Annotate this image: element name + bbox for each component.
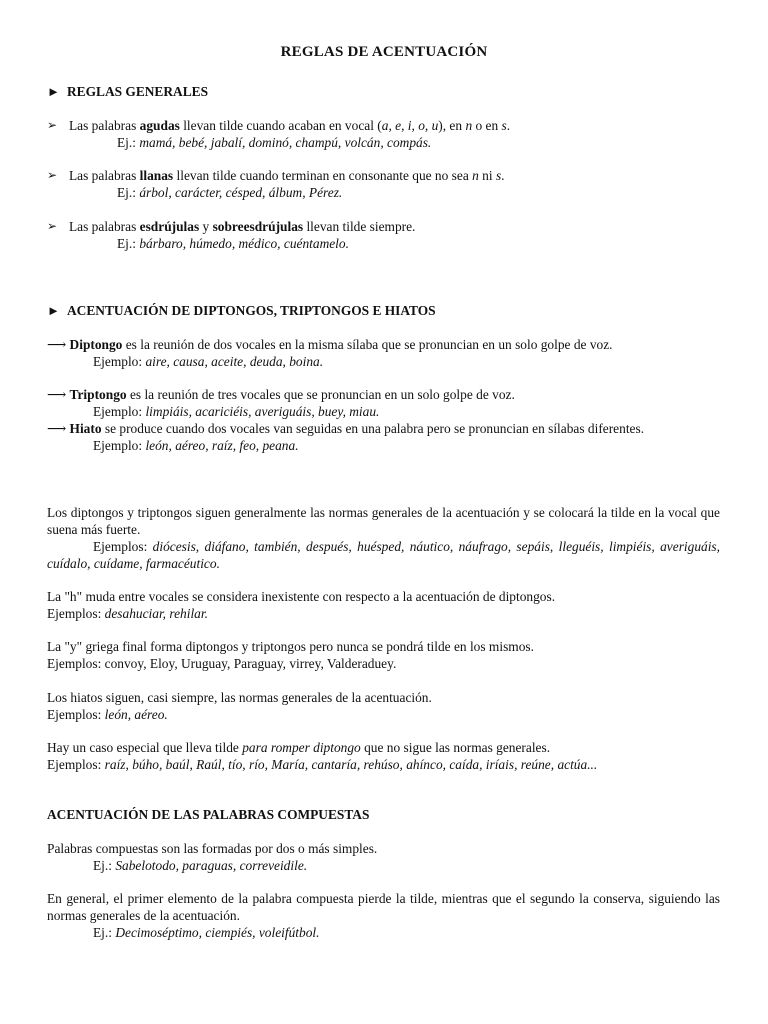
definition-triptongo xyxy=(47,386,720,420)
definition-example: Ejemplo: limpiáis, acariciéis, averiguáis, buey, miau. xyxy=(93,404,380,419)
paragraph-text: Los diptongos y triptongos siguen generalmente las normas generales de la acentuación y se colocará la tilde en la vocal que suena más fuerte. xyxy=(47,505,720,537)
rule-esdrujulas xyxy=(47,218,720,252)
arrowhead-bullet-icon: ➢ xyxy=(47,168,58,182)
rule-example: Ej.: bárbaro, húmedo, médico, cuéntamelo. xyxy=(117,236,349,251)
definition-text: ⟶ Triptongo es la reunión de tres vocales que se pronuncian en un solo golpe de voz. xyxy=(47,387,515,402)
rule-agudas xyxy=(47,117,720,151)
rule-llanas xyxy=(47,167,720,201)
paragraph-text: La "y" griega final forma diptongos y triptongos pero nunca se pondrá tilde en los mismos. xyxy=(47,639,534,654)
triangle-bullet-icon: ► xyxy=(47,303,60,318)
triangle-bullet-icon: ► xyxy=(47,84,60,99)
paragraph-text: Hay un caso especial que lleva tilde para romper diptongo que no sigue las normas generales. xyxy=(47,740,551,755)
paragraph-example: Ejemplos: convoy, Eloy, Uruguay, Paraguay, virrey, Valderaduey. xyxy=(47,656,397,671)
paragraph-example: Ej.: Decimoséptimo, ciempiés, voleifútbol. xyxy=(93,925,320,940)
definition-text: ⟶ Hiato se produce cuando dos vocales van seguidas en una palabra pero se pronuncian en sílabas diferentes. xyxy=(47,421,645,436)
rule-text: Las palabras agudas llevan tilde cuando acaban en vocal (a, e, i, o, u), en n o en s. xyxy=(69,118,511,133)
rule-text: Las palabras llanas llevan tilde cuando terminan en consonante que no sea n ni s. xyxy=(69,168,505,183)
right-arrow-icon: ⟶ xyxy=(47,337,70,352)
paragraph-compuestas-definicion xyxy=(47,840,720,874)
definition-diptongo xyxy=(47,336,720,370)
arrowhead-bullet-icon: ➢ xyxy=(47,118,58,132)
paragraph-example: Ejemplos: león, aéreo. xyxy=(47,707,168,722)
page-title: REGLAS DE ACENTUACIÓN xyxy=(280,44,488,60)
rule-example: Ej.: árbol, carácter, césped, álbum, Pérez. xyxy=(117,185,343,200)
section-heading-diptongos: ► ACENTUACIÓN DE DIPTONGOS, TRIPTONGOS E HIATOS xyxy=(47,303,436,318)
paragraph-y-griega xyxy=(47,638,720,672)
paragraph-text: La "h" muda entre vocales se considera inexistente con respecto a la acentuación de diptongos. xyxy=(47,589,556,604)
paragraph-hiatos xyxy=(47,689,720,723)
rule-text: Las palabras esdrújulas y sobreesdrújulas llevan tilde siempre. xyxy=(69,219,416,234)
paragraph-example: Ejemplos: desahuciar, rehilar. xyxy=(47,606,208,621)
paragraph-caso-especial xyxy=(47,739,720,773)
section-heading-compuestas: ACENTUACIÓN DE LAS PALABRAS COMPUESTAS xyxy=(47,807,370,822)
paragraph-example: Ej.: Sabelotodo, paraguas, correveidile. xyxy=(93,858,308,873)
arrowhead-bullet-icon: ➢ xyxy=(47,219,58,233)
rule-example: Ej.: mamá, bebé, jabalí, dominó, champú, volcán, compás. xyxy=(117,135,432,150)
section-heading-reglas-generales: ► REGLAS GENERALES xyxy=(47,84,209,99)
right-arrow-icon: ⟶ xyxy=(47,387,70,402)
definition-example: Ejemplo: aire, causa, aceite, deuda, boina. xyxy=(93,354,324,369)
paragraph-diptongos-normas xyxy=(47,504,720,572)
right-arrow-icon: ⟶ xyxy=(47,421,70,436)
paragraph-example: Ejemplos: diócesis, diáfano, también, después, huésped, náutico, náufrago, sepáis, lleguéis, limpiéis, averiguáis, cuídalo, cuídame, farmacéutico. xyxy=(47,539,720,571)
paragraph-example: Ejemplos: raíz, búho, baúl, Raúl, tío, río, María, cantaría, rehúso, ahínco, caída, iríais, reúne, actúa... xyxy=(47,757,598,772)
definition-text: ⟶ Diptongo es la reunión de dos vocales en la misma sílaba que se pronuncian en un solo golpe de voz. xyxy=(47,337,613,352)
paragraph-text: Palabras compuestas son las formadas por dos o más simples. xyxy=(47,841,378,856)
definition-hiato xyxy=(47,420,720,454)
paragraph-compuestas-norma xyxy=(47,890,720,941)
paragraph-text: En general, el primer elemento de la palabra compuesta pierde la tilde, mientras que el segundo la conserva, siguiendo las normas generales de la acentuación. xyxy=(47,891,720,923)
paragraph-text: Los hiatos siguen, casi siempre, las normas generales de la acentuación. xyxy=(47,690,432,705)
definition-example: Ejemplo: león, aéreo, raíz, feo, peana. xyxy=(93,438,299,453)
paragraph-h-muda xyxy=(47,588,720,622)
